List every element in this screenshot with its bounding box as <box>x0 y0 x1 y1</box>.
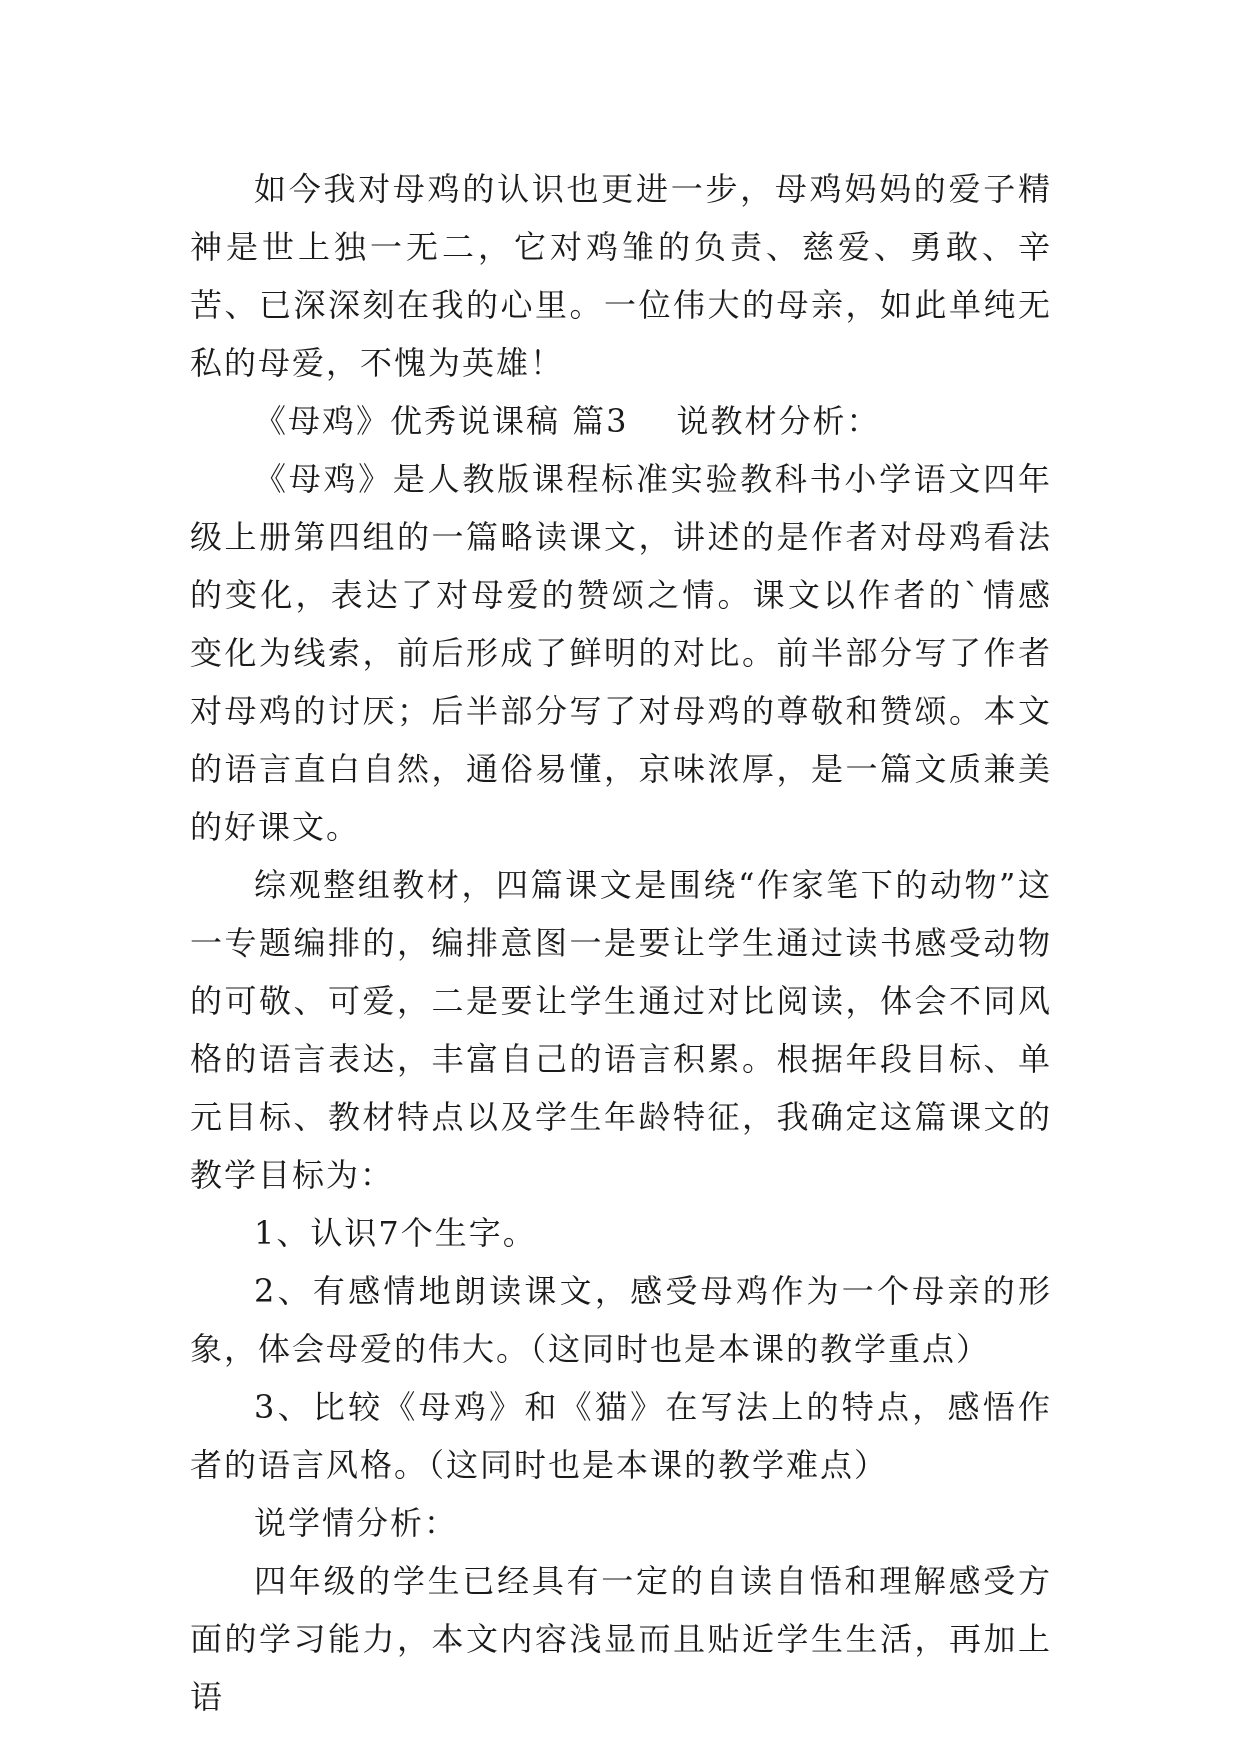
paragraph-unit-overview: 综观整组教材，四篇课文是围绕“作家笔下的动物”这一专题编排的，编排意图一是要让学生通过读书感受动物的可敬、可爱，二是要让学生通过对比阅读，体会不同风格的语言表达，丰富自己的语言积累。根据年段目标、单元目标、教材特点以及学生年龄特征，我确定这篇课文的教学目标为： <box>190 866 1052 1194</box>
paragraph-textbook-analysis: 《母鸡》是人教版课程标准实验教科书小学语文四年级上册第四组的一篇略读课文，讲述的是作者对母鸡看法的变化，表达了对母爱的赞颂之情。课文以作者的`情感变化为线索，前后形成了鲜明的对比。前半部分写了作者对母鸡的讨厌；后半部分写了对母鸡的尊敬和赞颂。本文的语言直白自然，通俗易懂，京味浓厚，是一篇文质兼美的好课文。 <box>190 460 1052 846</box>
document-page <box>190 160 1052 1726</box>
section-title-student-analysis: 说学情分析： <box>254 1504 459 1542</box>
paragraph-student-analysis: 四年级的学生已经具有一定的自读自悟和理解感受方面的学习能力，本文内容浅显而且贴近学生生活，再加上语 <box>190 1562 1052 1716</box>
document-title: 《母鸡》优秀说课稿 篇3 <box>254 402 629 440</box>
section-title-textbook-analysis: 说教材分析： <box>676 402 881 440</box>
teaching-goal-1: 1、认识7个生字。 <box>254 1214 537 1252</box>
paragraph-conclusion: 如今我对母鸡的认识也更进一步，母鸡妈妈的爱子精神是世上独一无二，它对鸡雏的负责、慈爱、勇敢、辛苦、已深深刻在我的心里。一位伟大的母亲，如此单纯无私的母爱，不愧为英雄！ <box>190 170 1052 382</box>
section-heading <box>190 392 1052 450</box>
teaching-goal-3: 3、比较《母鸡》和《猫》在写法上的特点，感悟作者的语言风格。（这同时也是本课的教学难点） <box>190 1388 1052 1484</box>
teaching-goal-2: 2、有感情地朗读课文，感受母鸡作为一个母亲的形象，体会母爱的伟大。（这同时也是本课的教学重点） <box>190 1272 1052 1368</box>
